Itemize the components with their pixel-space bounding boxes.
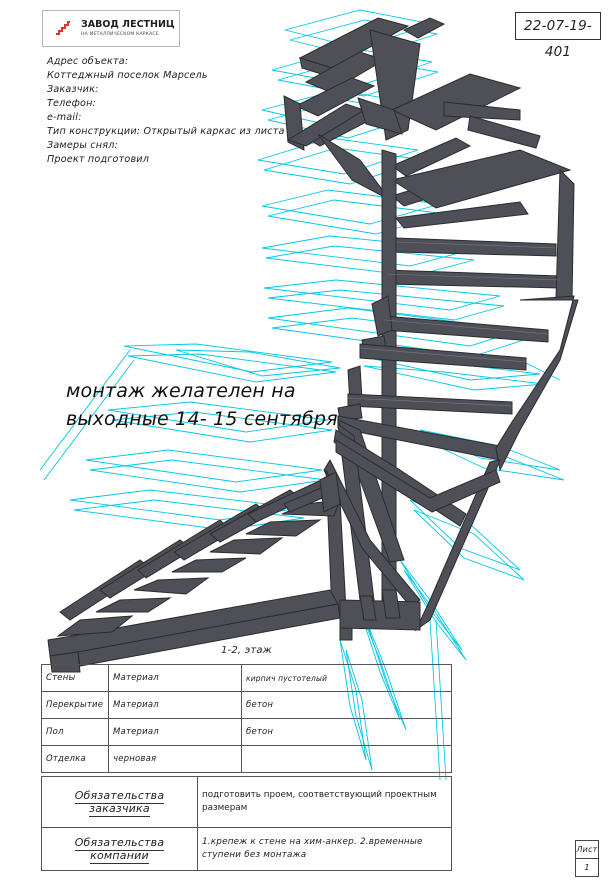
info-measured-by: Замеры снял: (47, 140, 118, 151)
spec-value (242, 746, 452, 773)
spec-material: Материал (109, 692, 242, 719)
info-phone: Телефон: (47, 98, 96, 109)
company-logo (42, 10, 180, 47)
table-row (42, 665, 452, 692)
spec-value: бетон (242, 692, 452, 719)
info-address: Адрес объекта: (47, 56, 129, 67)
company-obligations-label: Обязательства компании (42, 828, 198, 871)
floor-caption: 1-2, этаж (221, 645, 272, 656)
table-row (42, 828, 452, 871)
sheet-number-box (575, 840, 599, 877)
spec-name: Стены (42, 665, 109, 692)
document-number: 22-07-19-401 (515, 12, 601, 40)
object-info (47, 55, 285, 167)
installation-note (66, 377, 338, 433)
spec-material: черновая (109, 746, 242, 773)
spec-name: Перекрытие (42, 692, 109, 719)
obligations-table (41, 776, 452, 871)
info-settlement: Коттеджный поселок Марсель (47, 70, 208, 81)
info-email: e-mail: (47, 112, 82, 123)
table-row (42, 719, 452, 746)
customer-obligations-label: Обязательства заказчика (42, 777, 198, 828)
table-row (42, 777, 452, 828)
company-obligations-text: 1.крепеж к стене на хим-анкер. 2.временные ступени без монтажа (198, 828, 452, 871)
note-line-2: выходные 14- 15 сентября (66, 408, 338, 430)
spec-name: Отделка (42, 746, 109, 773)
sheet-label: Лист (576, 841, 598, 859)
customer-obligations-text: подготовить проем, соответствующий проектным размерам (198, 777, 452, 828)
info-prepared-by: Проект подготовил (47, 154, 150, 165)
upper-winder-treads (386, 102, 574, 300)
spec-material: Материал (109, 719, 242, 746)
logo-name: ЗАВОД ЛЕСТНИЦ (81, 19, 175, 30)
sheet-number: 1 (584, 863, 590, 872)
table-row (42, 692, 452, 719)
stairs-logo-icon (55, 17, 71, 35)
spec-material: Материал (109, 665, 242, 692)
info-construction-type: Тип конструкции: Открытый каркас из листа (47, 126, 285, 137)
spec-value: бетон (242, 719, 452, 746)
spec-value: кирпич пустотелый (242, 665, 452, 692)
info-customer: Заказчик: (47, 84, 99, 95)
lower-flight (48, 472, 340, 672)
specification-table (41, 664, 452, 773)
note-line-1: монтаж желателен на (66, 380, 296, 402)
spec-name: Пол (42, 719, 109, 746)
logo-tagline: НА МЕТАЛЛИЧЕСКОМ КАРКАСЕ (81, 32, 159, 37)
table-row (42, 746, 452, 773)
